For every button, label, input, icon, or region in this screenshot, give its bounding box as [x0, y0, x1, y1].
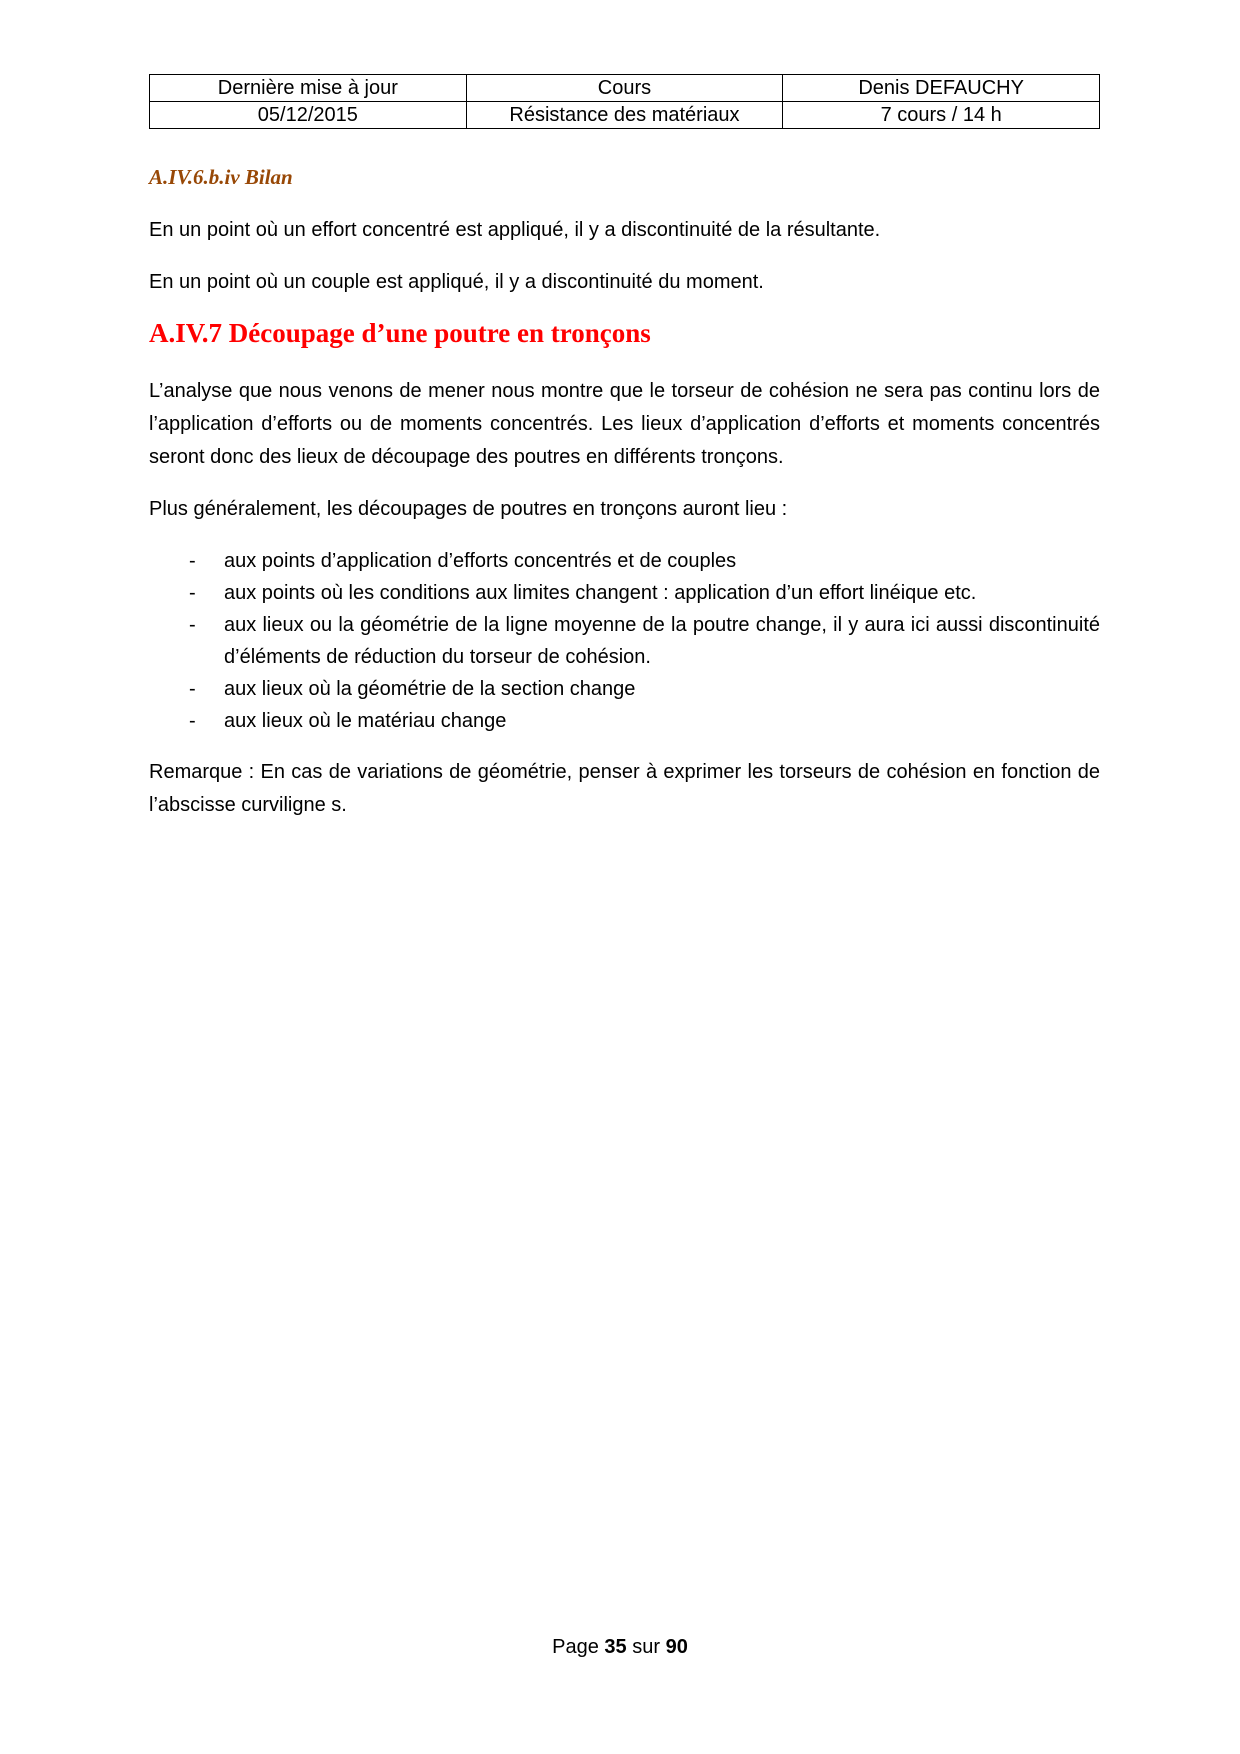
header-cell-type-label: Cours [466, 75, 783, 102]
list-item-text: aux points où les conditions aux limites changent : application d’un effort linéique etc. [224, 582, 977, 604]
list-item-text: aux lieux où la géométrie de la section change [224, 678, 636, 700]
list-item-text: aux points d’application d’efforts concentrés et de couples [224, 550, 737, 572]
dash-bullet: - [189, 582, 196, 604]
remark-paragraph: Remarque : En cas de variations de géométrie, penser à exprimer les torseurs de cohésion en fonction de l’abscisse curviligne s. [149, 761, 1100, 816]
section-heading-bilan: A.IV.6.b.iv Bilan [149, 165, 293, 189]
paragraph: L’analyse que nous venons de mener nous montre que le torseur de cohésion ne sera pas continu lors de l’application d’efforts ou de moments concentrés. Les lieux d’application d’efforts et moments concentrés seront donc des lieux de découpage des poutres en différents tronçons. [149, 380, 1100, 468]
header-cell-duration: 7 cours / 14 h [783, 102, 1100, 129]
list-item [149, 673, 1100, 705]
header-cell-last-update-label: Dernière mise à jour [150, 75, 467, 102]
dash-bullet: - [189, 550, 196, 572]
paragraph: En un point où un couple est appliqué, il y a discontinuité du moment. [149, 271, 764, 293]
header-row [150, 75, 1100, 102]
page-content [149, 160, 1100, 841]
paragraph: Plus généralement, les découpages de poutres en tronçons auront lieu : [149, 498, 788, 520]
paragraph: En un point où un effort concentré est appliqué, il y a discontinuité de la résultante. [149, 219, 881, 241]
bullet-list [149, 545, 1100, 737]
total-pages: 90 [665, 1636, 688, 1658]
list-item [149, 577, 1100, 609]
list-item-text: aux lieux où le matériau change [224, 710, 507, 732]
dash-bullet: - [189, 710, 196, 732]
header-cell-author: Denis DEFAUCHY [783, 75, 1100, 102]
header-table [149, 74, 1100, 129]
dash-bullet: - [189, 614, 196, 636]
header-cell-course-title: Résistance des matériaux [466, 102, 783, 129]
page-footer [0, 1636, 1240, 1659]
page-word: Page [552, 1636, 599, 1658]
header-row [150, 102, 1100, 129]
dash-bullet: - [189, 678, 196, 700]
list-item [149, 609, 1100, 673]
list-item-text: aux lieux ou la géométrie de la ligne moyenne de la poutre change, il y aura ici aussi discontinuité d’éléments de réduction du torseur de cohésion. [224, 614, 1100, 668]
list-item [149, 545, 1100, 577]
list-item [149, 705, 1100, 737]
header-cell-date: 05/12/2015 [150, 102, 467, 129]
sur-word: sur [632, 1636, 661, 1658]
section-heading-decoupage: A.IV.7 Découpage d’une poutre en tronçons [149, 318, 651, 348]
page-number: 35 [604, 1636, 627, 1658]
